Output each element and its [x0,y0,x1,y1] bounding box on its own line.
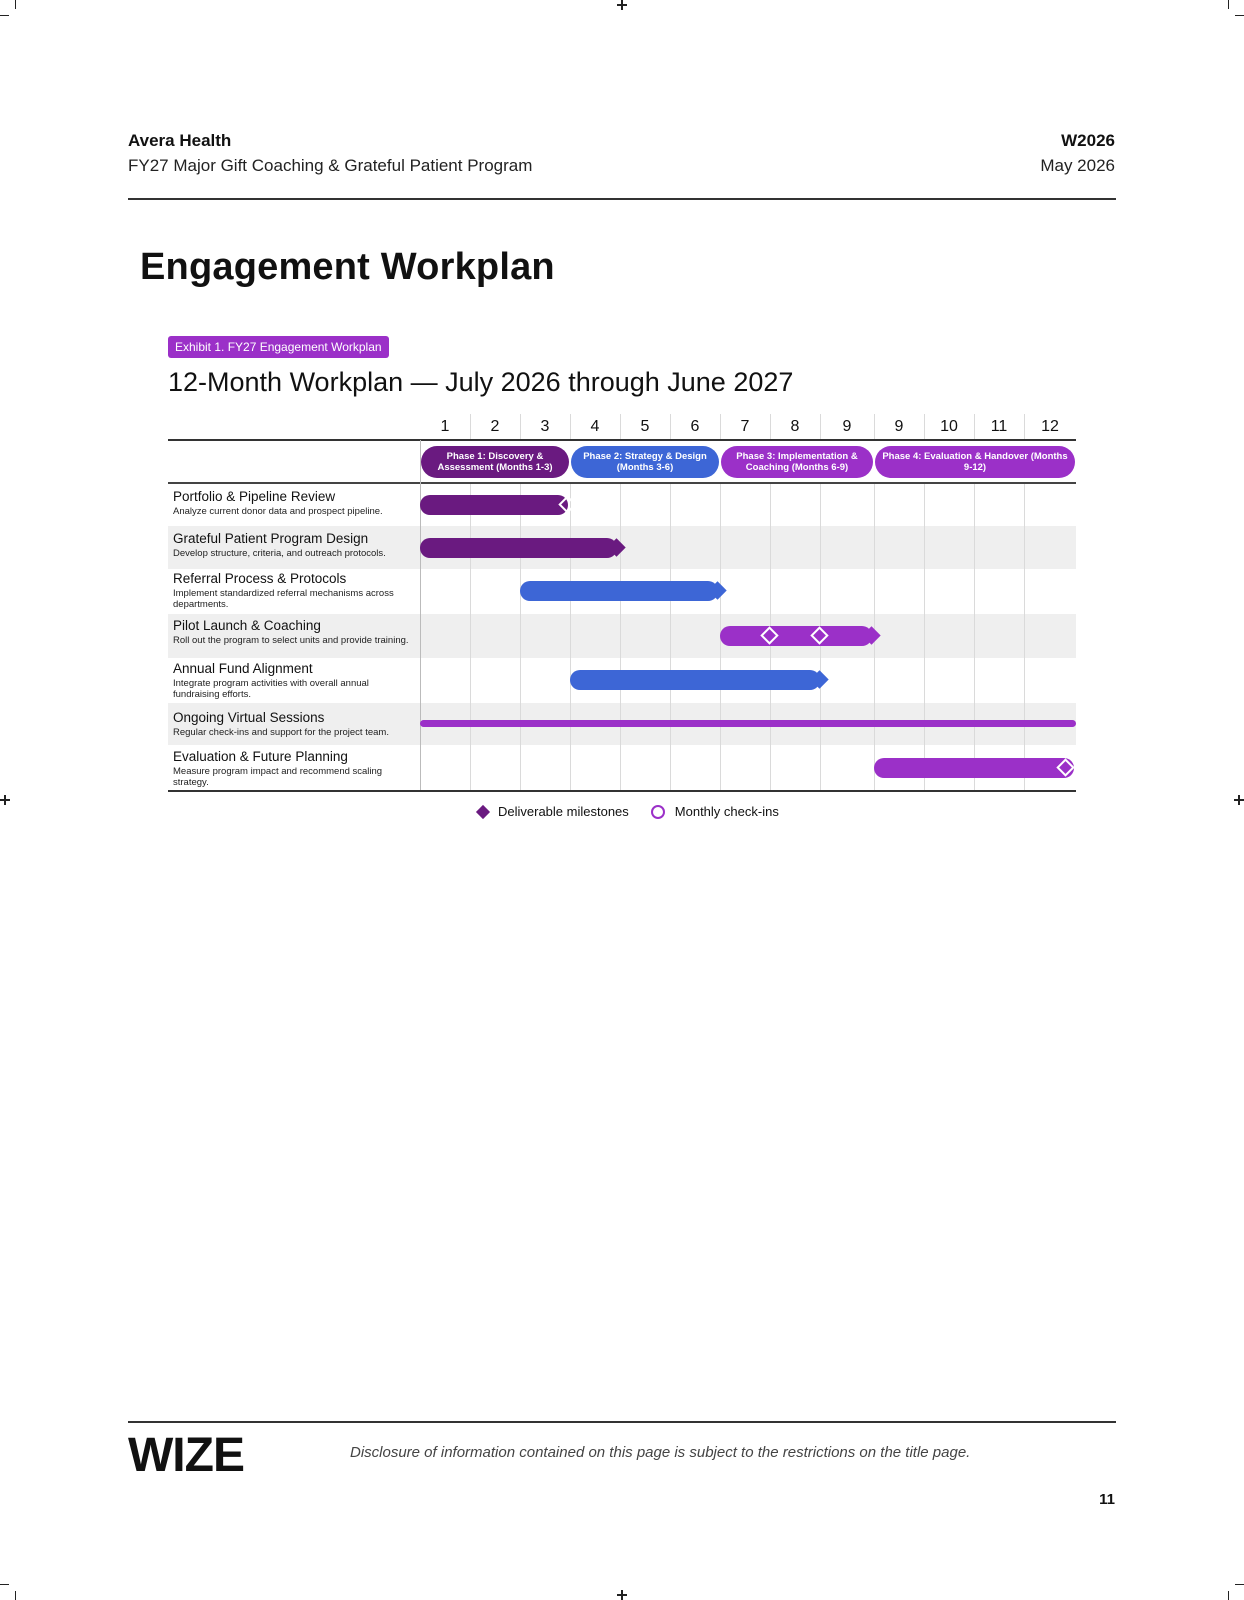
gridline [924,484,925,790]
month-label: 12 [1041,418,1059,435]
registration-mark [1234,795,1244,805]
gridline [620,484,621,790]
task-name: Referral Process & Protocols [173,571,347,586]
month-tick [520,414,521,439]
task-description: Regular check-ins and support for the project team. [173,727,389,738]
month-tick [1024,414,1025,439]
gantt-bar [720,626,872,646]
gantt-bar [420,720,1076,727]
legend-checkins: Monthly check-ins [674,804,779,819]
month-label: 1 [440,418,450,435]
task-name: Ongoing Virtual Sessions [173,710,325,725]
month-tick [924,414,925,439]
gridline [570,484,571,790]
gantt-bar [520,581,718,601]
chart-top-rule [168,439,1076,441]
month-label: 6 [690,418,700,435]
month-label: 4 [590,418,600,435]
legend [478,804,779,819]
gridline [520,484,521,790]
task-row [173,571,418,610]
task-name: Evaluation & Future Planning [173,749,348,764]
page-number: 11 [1099,1491,1115,1508]
month-label: 9 [842,418,852,435]
month-tick [770,414,771,439]
gantt-bar [420,495,568,515]
gridline [670,484,671,790]
phase-2-pill: Phase 2: Strategy & Design (Months 3-6) [571,446,719,478]
task-row [173,661,418,700]
gridline [470,484,471,790]
chart-bottom-rule [168,790,1076,792]
task-description: Implement standardized referral mechanisms across departments. [173,588,394,610]
month-label: 10 [940,418,958,435]
header-code: W2026 [1061,131,1115,150]
month-label: 11 [990,418,1008,435]
month-tick [874,414,875,439]
task-description: Roll out the program to select units and provide training. [173,635,409,646]
month-tick [820,414,821,439]
header-date: May 2026 [1040,156,1115,175]
task-name: Pilot Launch & Coaching [173,618,321,633]
page-title: Engagement Workplan [140,246,555,288]
crop-mark [15,0,16,9]
crop-mark [0,1584,9,1585]
task-name: Annual Fund Alignment [173,661,313,676]
month-label: 5 [640,418,650,435]
footer-divider [128,1421,1116,1423]
task-description: Measure program impact and recommend scaling strategy. [173,766,383,788]
registration-mark [0,795,10,805]
month-tick [974,414,975,439]
crop-mark [1235,15,1244,16]
exhibit-label: Exhibit 1. FY27 Engagement Workplan [168,336,389,358]
phase-3-pill: Phase 3: Implementation & Coaching (Months 6-9) [721,446,873,478]
checkin-circle-icon [651,805,665,819]
gridline [974,484,975,790]
task-name: Grateful Patient Program Design [173,531,369,546]
gantt-bar [874,758,1074,778]
header-organization: Avera Health [128,131,232,150]
month-label: 2 [490,418,500,435]
month-tick [670,414,671,439]
month-label: 7 [740,418,750,435]
month-label: 3 [540,418,550,435]
month-tick [720,414,721,439]
footer-disclaimer: Disclosure of information contained on this page is subject to the restrictions on the title page. [350,1444,971,1461]
task-description: Analyze current donor data and prospect pipeline. [173,506,383,517]
task-row [173,531,418,559]
wize-logo: WIZE [128,1429,244,1482]
month-tick [620,414,621,439]
task-row [173,710,418,738]
gridline [1024,484,1025,790]
crop-mark [15,1591,16,1600]
gantt-bar [570,670,820,690]
registration-mark [617,1590,627,1600]
task-row [173,618,418,646]
header-program: FY27 Major Gift Coaching & Grateful Patient Program [128,156,533,175]
crop-mark [1228,0,1229,9]
legend-milestones: Deliverable milestones [498,804,629,819]
phase-4-pill: Phase 4: Evaluation & Handover (Months 9-12) [875,446,1075,478]
month-label: 8 [790,418,800,435]
task-description: Develop structure, criteria, and outreach protocols. [173,548,386,559]
task-row [173,749,418,788]
task-description: Integrate program activities with overall annual fundraising efforts. [173,678,369,700]
registration-mark [617,0,627,10]
gantt-bar [420,538,617,558]
crop-mark [1235,1584,1244,1585]
chart-title: 12-Month Workplan — July 2026 through June 2027 [168,367,794,397]
crop-mark [0,15,9,16]
phase-1-pill: Phase 1: Discovery & Assessment (Months 1-3) [421,446,569,478]
header-divider [128,198,1116,200]
crop-mark [1228,1591,1229,1600]
task-row [173,489,418,517]
label-column-divider [420,440,421,790]
month-tick [470,414,471,439]
milestone-diamond-icon [476,804,490,818]
task-name: Portfolio & Pipeline Review [173,489,336,504]
month-label: 9 [894,418,904,435]
month-tick [570,414,571,439]
